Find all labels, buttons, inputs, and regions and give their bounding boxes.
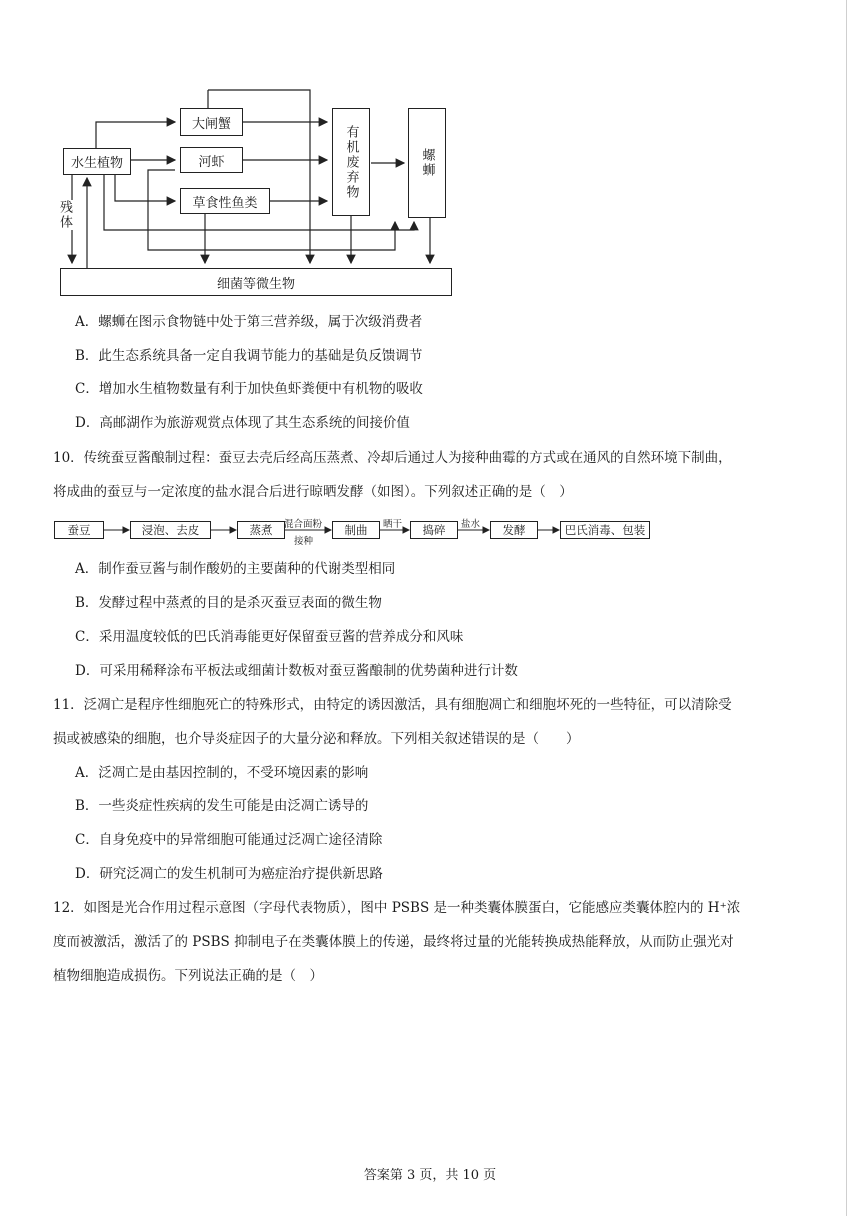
q10-option-a: A．制作蚕豆酱与制作酸奶的主要菌种的代谢类型相同 [75, 561, 396, 577]
flow-step-5: 捣碎 [410, 521, 458, 539]
q12-stem [53, 891, 813, 993]
q11-stem [53, 688, 813, 756]
q10-stem-line1: 10．传统蚕豆酱酿制过程：蚕豆去壳后经高压蒸煮、冷却后通过人为接种曲霉的方式或在通风的自然环境下制曲， [53, 450, 732, 466]
q9-option-b: B．此生态系统具备一定自我调节能力的基础是负反馈调节 [75, 348, 423, 364]
node-crab: 大闸蟹 [180, 108, 243, 136]
node-snail: 螺蛳 [408, 108, 446, 218]
flow-label-mix-flour: 混合面粉 [284, 519, 323, 530]
node-herbivorous-fish: 草食性鱼类 [180, 188, 270, 214]
flow-step-7: 巴氏消毒、包装 [560, 521, 650, 539]
flow-step-2: 浸泡、去皮 [130, 521, 211, 539]
q11-option-b: B．一些炎症性疾病的发生可能是由泛凋亡诱导的 [75, 798, 369, 814]
q12-stem-line1: 12．如图是光合作用过程示意图（字母代表物质），图中 PSBS 是一种类囊体膜蛋白，它能感应类囊体腔内的 H⁺浓 [53, 900, 741, 916]
q9-option-c: C．增加水生植物数量有利于加快鱼虾粪便中有机物的吸收 [75, 381, 423, 397]
q11-stem-line1: 11．泛凋亡是程序性细胞死亡的特殊形式，由特定的诱因激活，具有细胞凋亡和细胞坏死的一些特征，可以清除受 [53, 697, 732, 713]
q10-flow-arrows [0, 0, 860, 560]
q12-stem-line3: 植物细胞造成损伤。下列说法正确的是（ ） [53, 968, 323, 984]
flow-label-brine: 盐水 [461, 519, 481, 530]
q9-option-a: A．螺蛳在图示食物链中处于第三营养级，属于次级消费者 [75, 314, 423, 330]
flow-step-6: 发酵 [490, 521, 538, 539]
q9-option-d: D．高邮湖作为旅游观赏点体现了其生态系统的间接价值 [75, 415, 410, 431]
q10-option-c: C．采用温度较低的巴氏消毒能更好保留蚕豆酱的营养成分和风味 [75, 629, 464, 645]
q11-option-a: A．泛凋亡是由基因控制的，不受环境因素的影响 [75, 765, 369, 781]
residue-label: 残体 [57, 200, 72, 230]
flow-label-inoculate: 接种 [294, 536, 314, 547]
q12-stem-line2: 度而被激活，激活了的 PSBS 抑制电子在类囊体膜上的传递，最终将过量的光能转换成热能释放，从而防止强光对 [53, 934, 734, 950]
flow-step-4: 制曲 [332, 521, 380, 539]
node-aquatic-plants: 水生植物 [63, 148, 131, 175]
q10-option-b: B．发酵过程中蒸煮的目的是杀灭蚕豆表面的微生物 [75, 595, 382, 611]
node-bacteria: 细菌等微生物 [60, 268, 452, 296]
node-organic-waste: 有机废弃物 [332, 108, 370, 216]
flow-step-1: 蚕豆 [54, 521, 104, 539]
flow-label-dry: 晒干 [383, 519, 403, 530]
q11-option-c: C．自身免疫中的异常细胞可能通过泛凋亡途径清除 [75, 832, 383, 848]
flow-step-3: 蒸煮 [237, 521, 285, 539]
q10-option-d: D．可采用稀释涂布平板法或细菌计数板对蚕豆酱酿制的优势菌种进行计数 [75, 663, 518, 679]
q11-stem-line2: 损或被感染的细胞，也介导炎症因子的大量分泌和释放。下列相关叙述错误的是（ ） [53, 731, 580, 747]
q10-stem-line2: 将成曲的蚕豆与一定浓度的盐水混合后进行晾晒发酵（如图）。下列叙述正确的是（ ） [53, 484, 573, 500]
q11-option-d: D．研究泛凋亡的发生机制可为癌症治疗提供新思路 [75, 866, 383, 882]
node-shrimp: 河虾 [180, 147, 243, 173]
page-footer: 答案第 3 页，共 10 页 [363, 1168, 497, 1183]
